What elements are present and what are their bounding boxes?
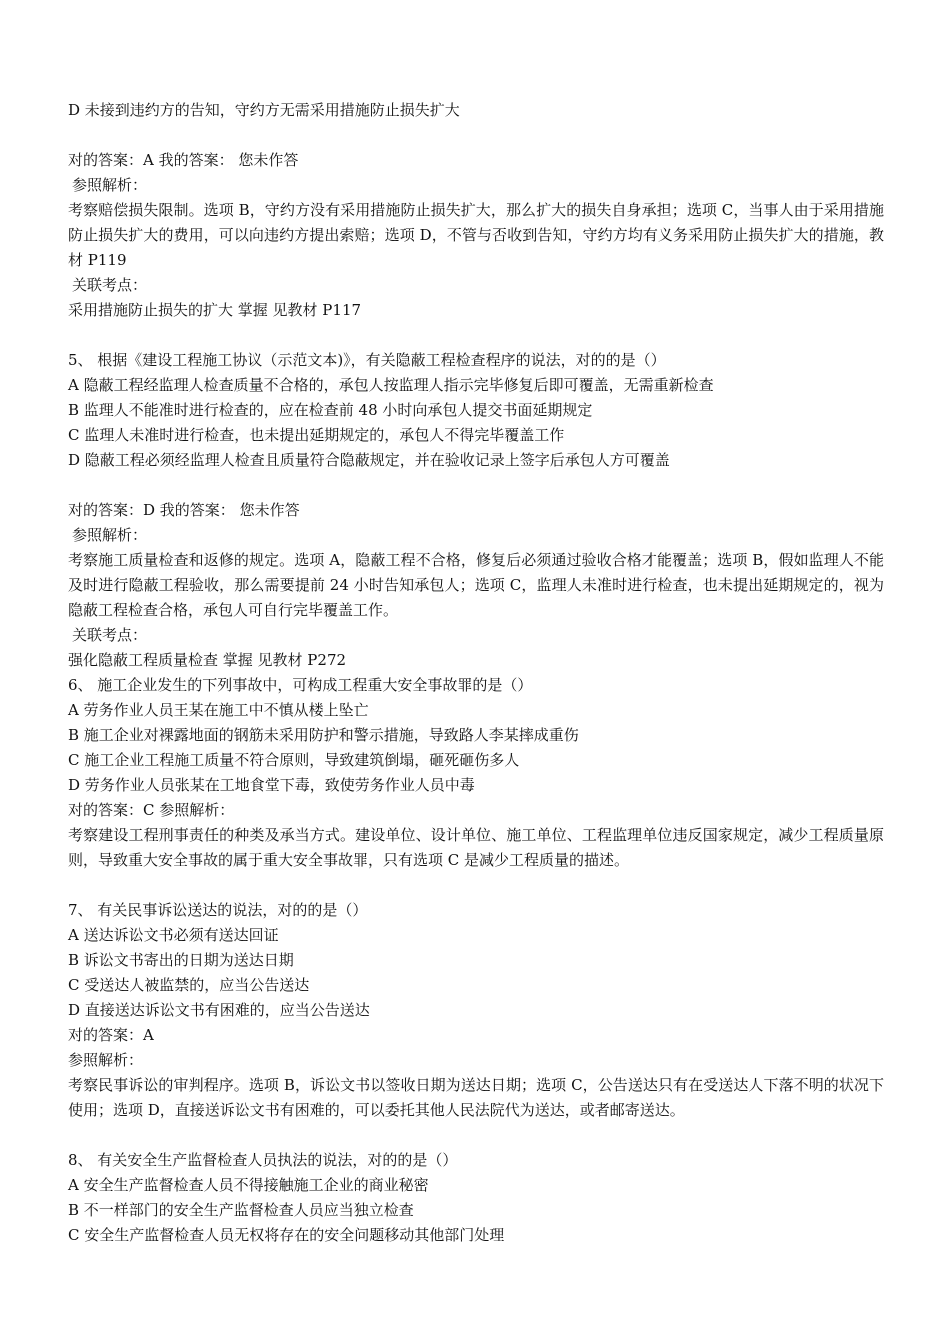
question-5-option-b: B 监理人不能准时进行检查的，应在检查前 48 小时向承包人提交书面延期规定 — [68, 401, 593, 419]
question-5-answer: 对的答案：D 我的答案： 您未作答 — [68, 501, 300, 519]
option-d: D 未接到违约方的告知，守约方无需采用措施防止损失扩大 — [68, 101, 460, 119]
analysis-label: 参照解析： — [72, 176, 148, 194]
question-5-related-label: 关联考点： — [72, 626, 148, 644]
answer-line: 对的答案：A 我的答案： 您未作答 — [68, 151, 299, 169]
related-text: 采用措施防止损失的扩大 掌握 见教材 P117 — [68, 301, 362, 319]
question-5-option-c: C 监理人未准时进行检查，也未提出延期规定的，承包人不得完毕覆盖工作 — [68, 426, 565, 444]
document-page — [68, 98, 884, 1248]
question-8-option-c: C 安全生产监督检查人员无权将存在的安全问题移动其他部门处理 — [68, 1226, 505, 1244]
question-7-option-a: A 送达诉讼文书必须有送达回证 — [68, 926, 279, 944]
question-6-option-d: D 劳务作业人员张某在工地食堂下毒，致使劳务作业人员中毒 — [68, 776, 475, 794]
question-6-answer: 对的答案：C 参照解析： — [68, 801, 235, 819]
question-7-option-b: B 诉讼文书寄出的日期为送达日期 — [68, 951, 294, 969]
analysis-text: 考察赔偿损失限制。选项 B，守约方没有采用措施防止损失扩大，那么扩大的损失自身承担；选项 C，当事人由于采用措施防止损失扩大的费用，可以向违约方提出索赔；选项 D，不管与否收到告知，守约方均有义务采用防止损失扩大的措施，教材 P119 — [68, 201, 884, 269]
question-6-analysis: 考察建设工程刑事责任的种类及承当方式。建设单位、设计单位、施工单位、工程监理单位违反国家规定，减少工程质量原则，导致重大安全事故的属于重大安全事故罪，只有选项 C 是减少工程质量的描述。 — [68, 826, 884, 869]
question-5-related: 强化隐蔽工程质量检查 掌握 见教材 P272 — [68, 651, 347, 669]
question-6-stem: 6、 施工企业发生的下列事故中，可构成工程重大安全事故罪的是（） — [68, 676, 533, 694]
question-7-stem: 7、 有关民事诉讼送达的说法，对的的是（） — [68, 901, 368, 919]
question-5-analysis: 考察施工质量检查和返修的规定。选项 A，隐蔽工程不合格，修复后必须通过验收合格才能覆盖；选项 B，假如监理人不能及时进行隐蔽工程验收，那么需要提前 24 小时告知承包人；选项 C，监理人未准时进行检查，也未提出延期规定的，视为隐蔽工程检查合格，承包人可自行完毕覆盖工作。 — [68, 551, 884, 619]
question-6-option-c: C 施工企业工程施工质量不符合原则，导致建筑倒塌，砸死砸伤多人 — [68, 751, 520, 769]
question-7-answer: 对的答案：A — [68, 1026, 154, 1044]
question-5-option-a: A 隐蔽工程经监理人检查质量不合格的，承包人按监理人指示完毕修复后即可覆盖，无需重新检查 — [68, 376, 714, 394]
question-6-option-a: A 劳务作业人员王某在施工中不慎从楼上坠亡 — [68, 701, 369, 719]
question-8-stem: 8、 有关安全生产监督检查人员执法的说法，对的的是（） — [68, 1151, 458, 1169]
question-6-option-b: B 施工企业对裸露地面的钢筋未采用防护和警示措施，导致路人李某摔成重伤 — [68, 726, 579, 744]
related-label: 关联考点： — [72, 276, 148, 294]
question-8-option-a: A 安全生产监督检查人员不得接触施工企业的商业秘密 — [68, 1176, 429, 1194]
question-5-option-d: D 隐蔽工程必须经监理人检查且质量符合隐蔽规定，并在验收记录上签字后承包人方可覆盖 — [68, 451, 670, 469]
question-7-option-d: D 直接送达诉讼文书有困难的，应当公告送达 — [68, 1001, 370, 1019]
question-7-analysis: 考察民事诉讼的审判程序。选项 B，诉讼文书以签收日期为送达日期；选项 C，公告送达只有在受送达人下落不明的状况下使用；选项 D，直接送诉讼文书有困难的，可以委托其他人民法院代为送达，或者邮寄送达。 — [68, 1076, 884, 1119]
question-5-stem: 5、 根据《建设工程施工协议（示范文本)》，有关隐蔽工程检查程序的说法，对的的是（） — [68, 351, 666, 369]
question-8-option-b: B 不一样部门的安全生产监督检查人员应当独立检查 — [68, 1201, 414, 1219]
question-7-analysis-label: 参照解析： — [68, 1051, 144, 1069]
question-5-analysis-label: 参照解析： — [72, 526, 148, 544]
question-7-option-c: C 受送达人被监禁的，应当公告送达 — [68, 976, 310, 994]
